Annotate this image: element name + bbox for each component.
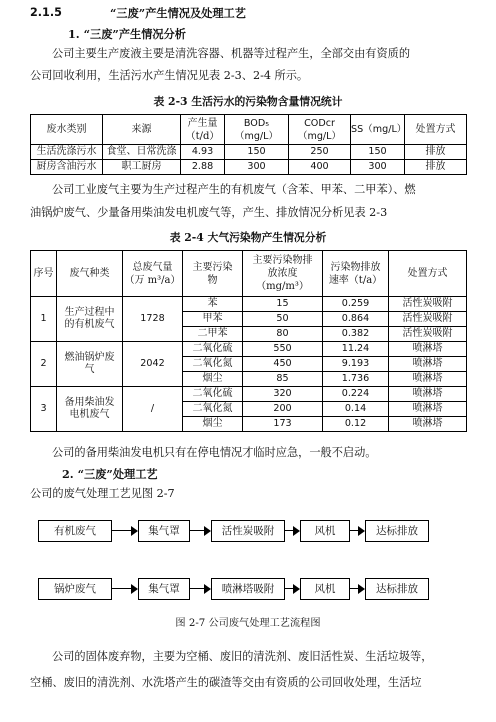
- table-row: [31, 160, 467, 175]
- table-cell: 二氧化硫: [183, 342, 243, 357]
- table-row: [31, 297, 467, 312]
- table-cell: 85: [243, 372, 323, 387]
- column-header: 主要污染物排 放浓度 （mg/m³）: [243, 251, 323, 297]
- column-header: 废水类别: [31, 115, 103, 145]
- table-cell: 排放: [405, 160, 467, 175]
- arrow-icon: [111, 520, 138, 540]
- table-cell: 2.88: [181, 160, 225, 175]
- flow-box: 达标排放: [365, 520, 429, 542]
- table-cell: 450: [243, 357, 323, 372]
- row-number: 1: [31, 297, 57, 342]
- column-header: 总废气量 （万 m³/a）: [123, 251, 183, 297]
- column-header: 主要污染 物: [183, 251, 243, 297]
- table-cell: 80: [243, 327, 323, 342]
- arrow-icon: [284, 578, 300, 598]
- table-cell: 喷淋塔: [389, 402, 467, 417]
- arrow-icon: [349, 578, 365, 598]
- paragraph-3: 公司的备用柴油发电机只有在停电情况才临时应急，一般不启动。: [52, 446, 377, 459]
- table-2-3: [30, 114, 467, 175]
- column-header: 来源: [103, 115, 181, 145]
- table-cell: 550: [243, 342, 323, 357]
- section-title: “三废”产生情况及处理工艺: [110, 6, 246, 20]
- paragraph-5-line-1: 公司的固体废弃物，主要为空桶、废旧的清洗剂、废旧活性炭、生活垃圾等，: [52, 650, 433, 663]
- table-2-3-caption: 表 2-3 生活污水的污染物含量情况统计: [153, 95, 343, 108]
- table-cell: 烟尘: [183, 372, 243, 387]
- table-cell: 250: [289, 145, 351, 160]
- paragraph-1-line-1: 公司主要生产废液主要是清洗容器、机器等过程产生，全部交由有资质的: [52, 47, 411, 60]
- table-cell: 喷淋塔: [389, 342, 467, 357]
- column-header: 污染物排放 速率（t/a）: [323, 251, 389, 297]
- figure-caption: 图 2-7 公司废气处理工艺流程图: [175, 618, 321, 629]
- arrow-icon: [111, 578, 138, 598]
- arrow-icon: [284, 520, 300, 540]
- subsection-1-title: 1. “三废”产生情况分析: [68, 27, 186, 41]
- table-cell: 喷淋塔: [389, 372, 467, 387]
- table-cell: 0.864: [323, 312, 389, 327]
- table-cell: 活性炭吸附: [389, 312, 467, 327]
- table-cell: 11.24: [323, 342, 389, 357]
- table-cell: 喷淋塔: [389, 417, 467, 432]
- flow-box: 集气罩: [138, 578, 190, 600]
- table-cell: 0.259: [323, 297, 389, 312]
- table-header-row: [31, 115, 467, 145]
- table-cell: 0.382: [323, 327, 389, 342]
- table-cell: 400: [289, 160, 351, 175]
- table-row: [31, 342, 467, 357]
- gas-type: 生产过程中 的有机废气: [57, 297, 123, 342]
- paragraph-5-line-2: 空桶、废旧的清洗剂、水洗塔产生的碳渣等交由有资质的公司回收处理，生活垃: [30, 676, 422, 689]
- table-cell: 0.14: [323, 402, 389, 417]
- table-cell: 300: [225, 160, 289, 175]
- column-header: BOD₅ （mg/L）: [225, 115, 289, 145]
- table-cell: 二氧化氮: [183, 357, 243, 372]
- table-2-4-caption: 表 2-4 大气污染物产生情况分析: [169, 231, 327, 244]
- table-cell: 活性炭吸附: [389, 327, 467, 342]
- table-cell: 职工厨房: [103, 160, 181, 175]
- paragraph-2-line-1: 公司工业废气主要为生产过程产生的有机废气（含苯、甲苯、二甲苯）、燃: [52, 183, 416, 196]
- table-cell: 二甲苯: [183, 327, 243, 342]
- total-volume: 2042: [123, 342, 183, 387]
- column-header: SS（mg/L）: [351, 115, 405, 145]
- table-cell: 1.736: [323, 372, 389, 387]
- table-cell: 4.93: [181, 145, 225, 160]
- table-cell: 生活洗涤污水: [31, 145, 103, 160]
- table-cell: 15: [243, 297, 323, 312]
- paragraph-2-line-2: 油锅炉废气、少量备用柴油发电机废气等，产生、排放情况分析见表 2-3: [30, 206, 388, 219]
- column-header: 处置方式: [389, 251, 467, 297]
- table-row: [31, 145, 467, 160]
- paragraph-1-line-2: 公司回收利用，生活污水产生情况见表 2-3、2-4 所示。: [30, 69, 309, 82]
- arrow-icon: [349, 520, 365, 540]
- table-cell: 活性炭吸附: [389, 297, 467, 312]
- section-number: 2.1.5: [30, 6, 62, 19]
- table-2-4: [30, 250, 467, 432]
- gas-type: 备用柴油发 电机废气: [57, 387, 123, 432]
- table-cell: 烟尘: [183, 417, 243, 432]
- total-volume: 1728: [123, 297, 183, 342]
- table-cell: 排放: [405, 145, 467, 160]
- table-cell: 甲苯: [183, 312, 243, 327]
- table-cell: 320: [243, 387, 323, 402]
- table-cell: 苯: [183, 297, 243, 312]
- table-cell: 150: [225, 145, 289, 160]
- table-cell: 食堂、日常洗涤: [103, 145, 181, 160]
- table-cell: 喷淋塔: [389, 387, 467, 402]
- column-header: 序号: [31, 251, 57, 297]
- column-header: 废气种类: [57, 251, 123, 297]
- table-cell: 50: [243, 312, 323, 327]
- flow-box: 风机: [300, 578, 350, 600]
- flow-box: 达标排放: [365, 578, 429, 600]
- table-row: [31, 387, 467, 402]
- table-header-row: [31, 251, 467, 297]
- flow-box: 有机废气: [38, 520, 112, 542]
- table-cell: 200: [243, 402, 323, 417]
- flow-box: 喷淋塔吸附: [211, 578, 285, 600]
- table-cell: 二氧化氮: [183, 402, 243, 417]
- table-cell: 173: [243, 417, 323, 432]
- arrow-icon: [189, 520, 211, 540]
- subsection-2-title: 2. “三废”处理工艺: [62, 467, 158, 481]
- table-cell: 喷淋塔: [389, 357, 467, 372]
- flow-box: 集气罩: [138, 520, 190, 542]
- gas-type: 燃油锅炉废 气: [57, 342, 123, 387]
- table-cell: 150: [351, 145, 405, 160]
- column-header: 产生量 （t/d）: [181, 115, 225, 145]
- table-cell: 厨房含油污水: [31, 160, 103, 175]
- row-number: 2: [31, 342, 57, 387]
- total-volume: /: [123, 387, 183, 432]
- column-header: 处置方式: [405, 115, 467, 145]
- flow-box: 锅炉废气: [38, 578, 112, 600]
- table-cell: 0.224: [323, 387, 389, 402]
- table-cell: 二氧化硫: [183, 387, 243, 402]
- table-cell: 0.12: [323, 417, 389, 432]
- flow-box: 风机: [300, 520, 350, 542]
- paragraph-4: 公司的废气处理工艺见图 2-7: [30, 487, 175, 500]
- table-cell: 9.193: [323, 357, 389, 372]
- table-cell: 300: [351, 160, 405, 175]
- column-header: CODcr （mg/L）: [289, 115, 351, 145]
- arrow-icon: [189, 578, 211, 598]
- row-number: 3: [31, 387, 57, 432]
- flow-box: 活性炭吸附: [211, 520, 285, 542]
